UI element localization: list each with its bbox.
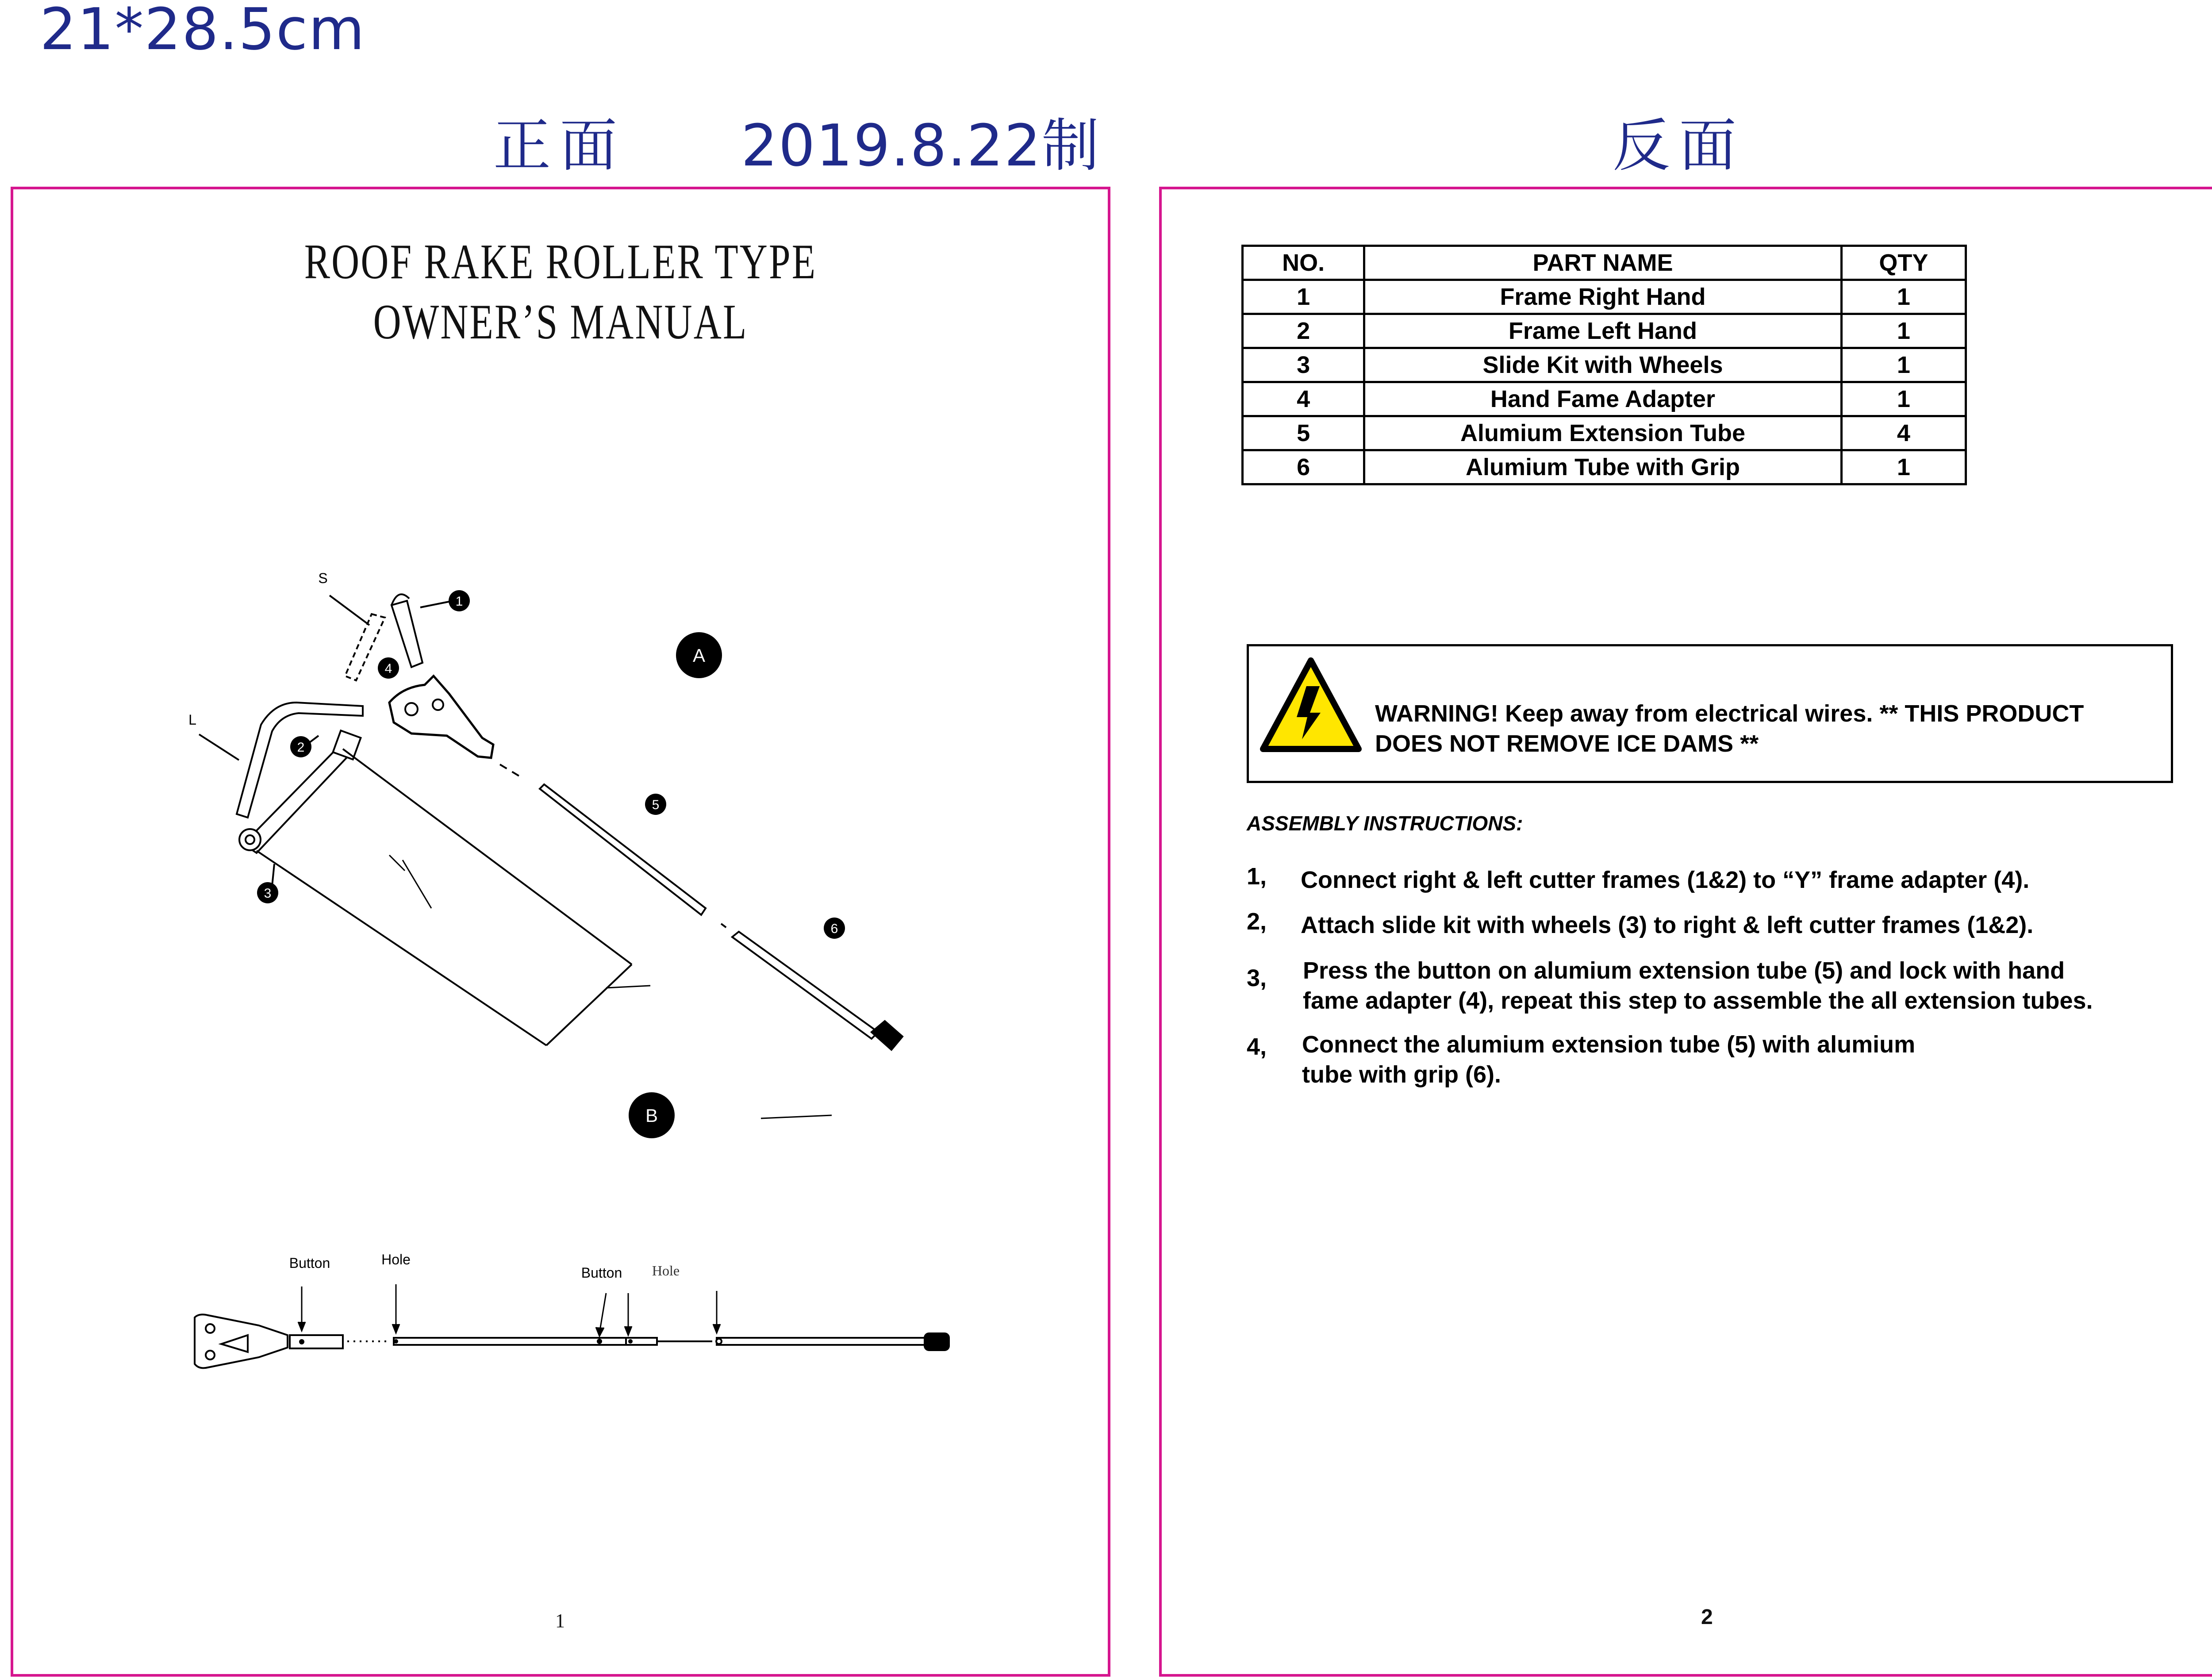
label-button-1: Button [289, 1255, 330, 1271]
warning-line-1: WARNING! Keep away from electrical wires. ** THIS PRODUCT [1375, 700, 2084, 727]
cell-part-name: Alumium Extension Tube [1364, 416, 1841, 450]
svg-text:3: 3 [264, 886, 272, 901]
cell-no: 4 [1243, 382, 1364, 416]
front-side-label: 正面 [493, 112, 626, 179]
warning-box [1247, 644, 2173, 783]
step-number-2: 2, [1247, 908, 1267, 935]
cell-qty: 4 [1841, 416, 1966, 450]
cell-part-name: Frame Right Hand [1364, 280, 1841, 314]
step-text-4 [1302, 1029, 2187, 1090]
cell-qty: 1 [1841, 382, 1966, 416]
svg-text:B: B [645, 1105, 658, 1126]
cell-qty: 1 [1841, 348, 1966, 382]
callout-5 [645, 794, 666, 815]
svg-text:6: 6 [830, 922, 838, 936]
step-number-3: 3, [1247, 965, 1267, 991]
page-number-1: 1 [555, 1610, 565, 1632]
step-3-line-1: Press the button on alumium extension tube (5) and lock with hand [1303, 957, 2065, 984]
cell-qty: 1 [1841, 314, 1966, 348]
high-voltage-warning-icon [1258, 655, 1364, 757]
svg-text:4: 4 [384, 661, 392, 676]
cell-no: 6 [1243, 450, 1364, 484]
table-row [1243, 280, 1966, 314]
label-hole-2: Hole [652, 1263, 680, 1279]
callout-4 [378, 657, 399, 679]
label-l: L [188, 712, 196, 728]
revision-date: 2019.8.22制 [741, 112, 1100, 179]
table-row [1243, 416, 1966, 450]
diagram-lines [199, 594, 902, 1118]
step-number-1: 1, [1247, 863, 1267, 890]
page-front [11, 187, 1110, 1677]
step-text-3 [1303, 956, 2188, 1016]
callout-1 [449, 590, 470, 611]
col-header-no: NO. [1243, 246, 1364, 280]
cell-part-name: Alumium Tube with Grip [1364, 450, 1841, 484]
assembly-detail-diagram [195, 1314, 949, 1368]
cell-no: 1 [1243, 280, 1364, 314]
step-4-line-2: tube with grip (6). [1302, 1061, 1501, 1088]
svg-text:1: 1 [455, 594, 463, 609]
assembly-instructions-heading: ASSEMBLY INSTRUCTIONS: [1247, 812, 1523, 835]
manual-title-line1: ROOF RAKE ROLLER TYPE [304, 234, 817, 289]
label-hole-1: Hole [381, 1252, 411, 1267]
table-row [1243, 348, 1966, 382]
col-header-part-name: PART NAME [1364, 246, 1841, 280]
step-2-line-1: Attach slide kit with wheels (3) to right & left cutter frames (1&2). [1301, 912, 2034, 938]
svg-text:5: 5 [652, 798, 660, 812]
step-text-1 [1301, 865, 2185, 895]
table-header-row [1243, 246, 1966, 280]
warning-line-2: DOES NOT REMOVE ICE DAMS ** [1375, 730, 1759, 757]
marker-b [629, 1092, 675, 1138]
col-header-qty: QTY [1841, 246, 1966, 280]
exploded-assembly-diagram [13, 189, 1108, 1674]
table-row [1243, 314, 1966, 348]
step-text-2 [1301, 910, 2185, 940]
cell-part-name: Slide Kit with Wheels [1364, 348, 1841, 382]
step-3-line-2: fame adapter (4), repeat this step to assemble the all extension tubes. [1303, 987, 2093, 1014]
cell-no: 2 [1243, 314, 1364, 348]
svg-text:A: A [692, 645, 706, 666]
marker-a [676, 632, 722, 678]
callout-6 [824, 918, 845, 939]
cell-part-name: Hand Fame Adapter [1364, 382, 1841, 416]
label-s: S [318, 570, 328, 586]
step-4-line-1: Connect the alumium extension tube (5) with alumium [1302, 1031, 1916, 1058]
cell-no: 3 [1243, 348, 1364, 382]
manual-title-line2: OWNER’S MANUAL [373, 295, 748, 349]
callout-3 [257, 882, 278, 903]
cell-qty: 1 [1841, 280, 1966, 314]
page-size-label: 21*28.5cm [40, 0, 365, 63]
step-number-4: 4, [1247, 1033, 1267, 1060]
page-number-2: 2 [1701, 1605, 1713, 1629]
parts-list-table [1241, 245, 1967, 485]
table-row [1243, 450, 1966, 484]
cell-qty: 1 [1841, 450, 1966, 484]
label-button-2: Button [581, 1265, 622, 1281]
warning-text [1375, 699, 2154, 759]
detail-arrows [298, 1284, 720, 1336]
back-side-label: 反面 [1613, 112, 1746, 179]
svg-text:2: 2 [297, 740, 305, 755]
step-1-line-1: Connect right & left cutter frames (1&2) to “Y” frame adapter (4). [1301, 867, 2030, 893]
cell-no: 5 [1243, 416, 1364, 450]
callout-2 [290, 736, 311, 757]
table-row [1243, 382, 1966, 416]
cell-part-name: Frame Left Hand [1364, 314, 1841, 348]
